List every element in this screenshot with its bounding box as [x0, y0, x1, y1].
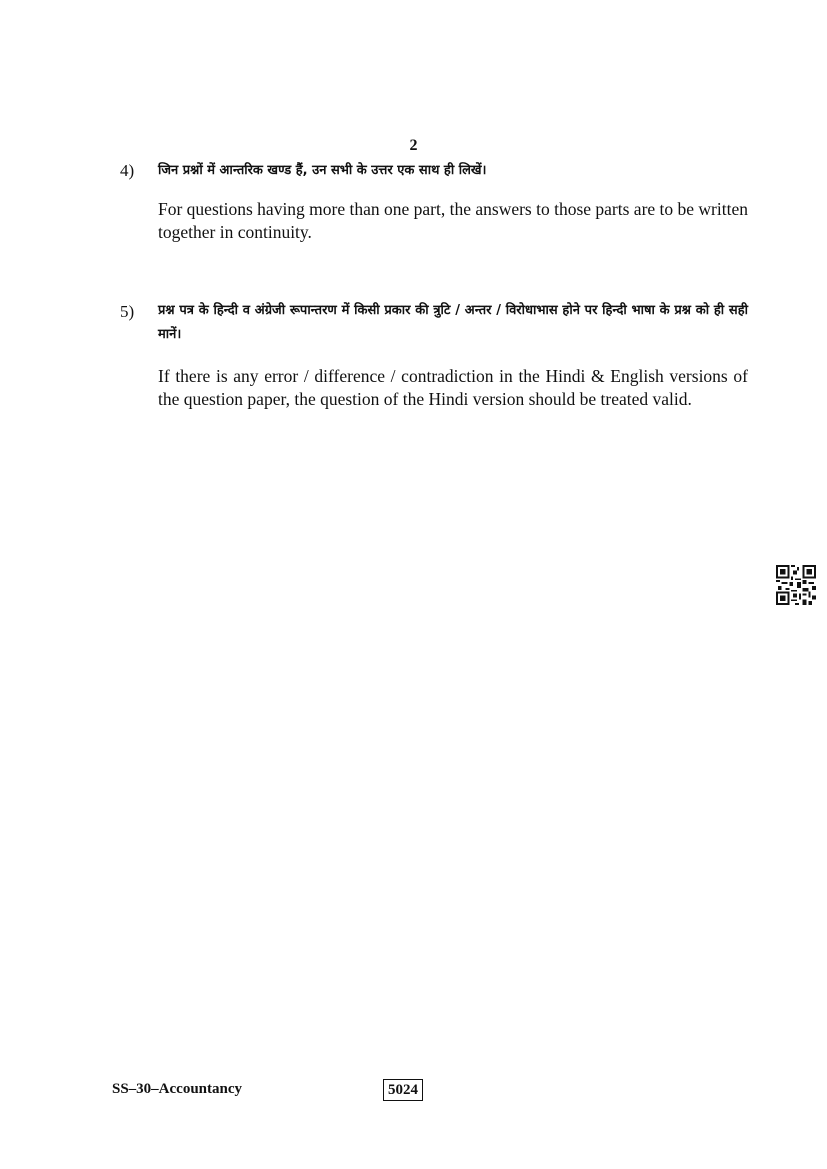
instruction-english: For questions having more than one part, the answers to those parts are to be written together in continuity. — [158, 199, 748, 242]
item-number: 5) — [120, 302, 135, 321]
footer-subject-code: SS–30–Accountancy — [112, 1081, 243, 1097]
instruction-english: If there is any error / difference / contradiction in the Hindi & English versions of the question paper, the question of the Hindi version should be treated valid. — [158, 366, 748, 409]
page-number: 2 — [409, 137, 418, 154]
instruction-hindi: प्रश्न पत्र के हिन्दी व अंग्रेजी रूपान्तरण में किसी प्रकार की त्रुटि / अन्तर / विरोधाभास होने पर हिन्दी भाषा के प्रश्न को ही सही मानें। — [158, 303, 748, 342]
qr-code-icon — [776, 565, 816, 605]
item-number: 4) — [120, 161, 135, 180]
instruction-hindi: जिन प्रश्नों में आन्तरिक खण्ड हैं, उन सभी के उत्तर एक साथ ही लिखें। — [158, 163, 487, 178]
footer-paper-code: 5024 — [383, 1079, 423, 1101]
